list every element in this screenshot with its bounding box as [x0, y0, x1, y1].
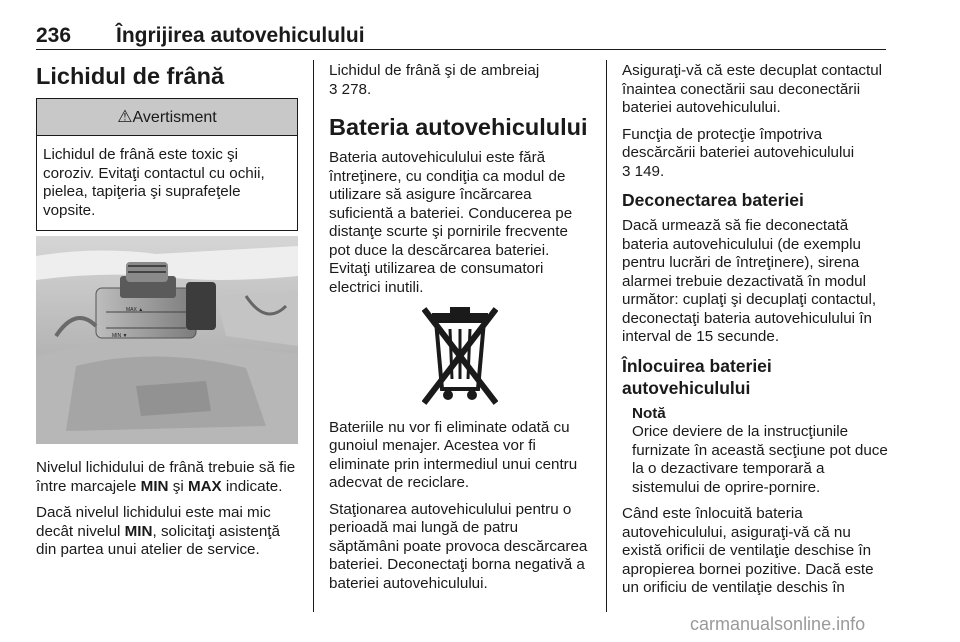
- text: Dacă nivelul lichidului este mai mic decât nivelul: [36, 504, 271, 540]
- column-1-lower: [36, 459, 298, 568]
- note-body: Orice deviere de la instrucţiunile furnizate în această secţiune pot duce la o dezactivare temporară a sistemului de oprire-pornire.: [632, 423, 888, 496]
- storage-paragraph: Staţionarea autovehiculului pentru o perioadă mai lungă de patru săptămâni poate provoca descărcarea bateriei. Deconectaţi borna negativă a bateriei autovehiculului.: [329, 500, 588, 592]
- column-2: [329, 62, 591, 601]
- warning-body: Lichidul de frână este toxic şi coroziv. Evitaţi contactul cu ochii, pielea, tapiţeria şi suprafeţele vopsite.: [43, 146, 265, 219]
- page-reference: 3 149.: [622, 162, 665, 180]
- low-level-paragraph: [36, 504, 298, 560]
- column-3: [622, 62, 888, 606]
- disconnect-heading: Deconectarea bateriei: [622, 190, 804, 210]
- warning-box: [36, 98, 298, 231]
- note-title: Notă: [632, 404, 666, 422]
- replacement-paragraph: Când este înlocuită bateria autovehiculului, asiguraţi-vă că nu există orificii de ventilaţie deschise în apropierea bornei pozitive. Dacă este un orificiu de ventilaţie deschis în: [622, 505, 874, 596]
- crossed-bin-recycling-icon: [329, 305, 591, 411]
- brake-fluid-reservoir-photo: [36, 236, 298, 444]
- header-rule: [36, 49, 886, 50]
- column-divider-1: [313, 60, 314, 612]
- text: Funcţia de protecţie împotriva descărcării bateriei autovehiculului: [622, 125, 855, 161]
- page-number: 236: [36, 24, 72, 47]
- text: indicate.: [221, 477, 283, 495]
- ignition-paragraph: Asiguraţi-vă că este decuplat contactul înaintea conectării sau deconectării bateriei autovehiculului.: [622, 62, 883, 116]
- level-paragraph: [36, 459, 298, 496]
- warning-triangle-icon: ⚠: [117, 107, 133, 126]
- max-mark-label: MAX ▲: [126, 307, 144, 313]
- cross-reference-text: Lichidul de frână şi de ambreiaj: [329, 62, 540, 79]
- protection-paragraph: [622, 126, 888, 182]
- chapter-title: Îngrijirea autovehiculului: [116, 24, 365, 47]
- warning-header: [37, 99, 297, 136]
- note-box: [622, 405, 888, 498]
- min-label: MIN: [124, 522, 153, 540]
- page-header: [36, 24, 365, 48]
- min-mark-label: MIN ▼: [112, 333, 128, 339]
- min-label: MIN: [140, 477, 169, 495]
- text: şi: [168, 477, 188, 495]
- battery-heading: Bateria autovehiculului: [329, 114, 588, 140]
- page-reference: 3 278.: [329, 80, 372, 98]
- watermark: carmanualsonline.info: [690, 614, 866, 634]
- battery-paragraph: Bateria autovehiculului este fără întreţinere, cu condiţia ca modul de utilizare să asigure încărcarea suficientă a bateriei. Conducerea pe distanţe scurte şi pornirile frecvente pot duce la descărcarea bateriei. Evitaţi utilizarea de consumatori electrici inutili.: [329, 149, 573, 296]
- column-divider-2: [606, 60, 607, 612]
- disconnect-paragraph: Dacă urmează să fie deconectată bateria autovehiculului (de exemplu pentru lucrări de întreţinere), sirena alarmei trebuie dezactivată în modul următor: cuplaţi şi decuplaţi contactul, deconectaţi bateria autovehiculului în interval de 15 secunde.: [622, 217, 877, 345]
- brake-fluid-heading: Lichidul de frână: [36, 63, 225, 89]
- disposal-paragraph: Bateriile nu vor fi eliminate odată cu gunoiul menajer. Acestea vor fi eliminate prin intermediul unui centru adecvat de reciclare.: [329, 418, 578, 491]
- warning-title: Avertisment: [132, 109, 217, 126]
- max-label: MAX: [187, 477, 222, 495]
- text: Nivelul lichidului de frână trebuie să fie între marcajele: [36, 459, 296, 495]
- text: , solicitaţi asistenţă din partea unui atelier de service.: [36, 522, 280, 558]
- column-1: [36, 62, 298, 231]
- replace-heading: Înlocuirea bateriei autovehiculului: [622, 355, 772, 398]
